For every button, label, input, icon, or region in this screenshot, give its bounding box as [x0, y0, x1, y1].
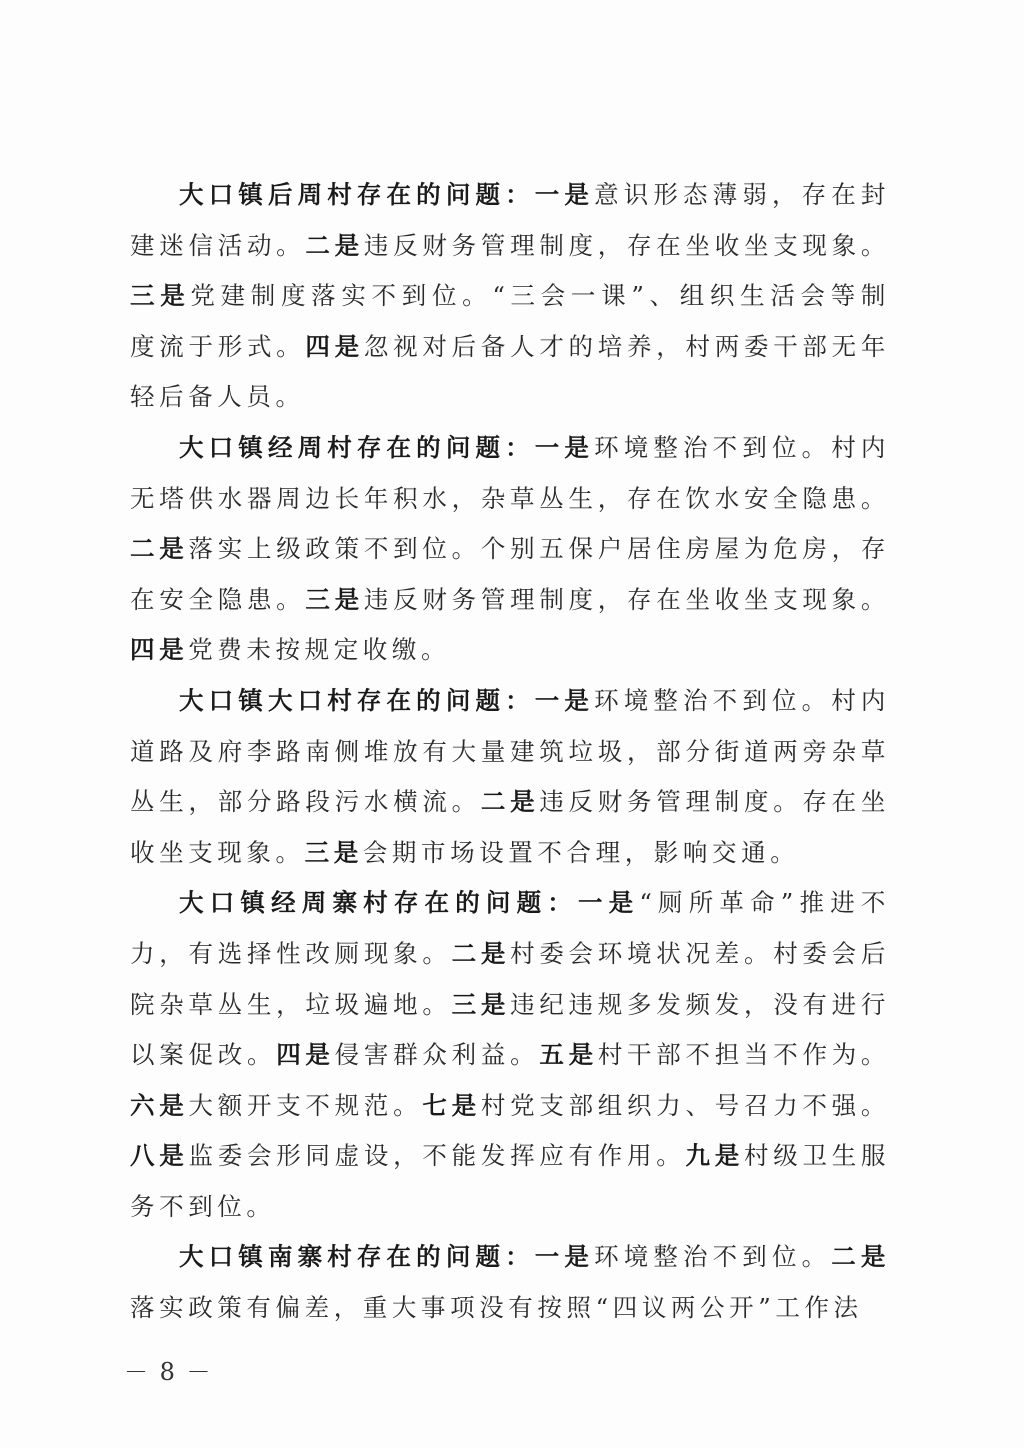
body-text: 环境整治不到位。村内无塔供水器周边长年积水，杂草丛生，存在饮水安全隐患。 — [130, 432, 891, 513]
document-body — [130, 170, 890, 1334]
body-text: 会期市场设置不合理，影响交通。 — [362, 837, 800, 867]
body-text: 违反财务管理制度。存在坐收坐支现象。 — [130, 787, 891, 867]
body-text: 落实政策有偏差，重大事项没有按照“四议两公开”工作法 — [130, 1293, 863, 1323]
body-text: “厕所革命”推进不力，有选择性改厕现象。 — [130, 888, 890, 968]
body-text: 违纪违规多发频发，没有进行以案促改。 — [130, 989, 890, 1070]
bold-text: 大口镇经周寨村存在的问题： — [179, 888, 578, 918]
body-text: 违反财务管理制度，存在坐收坐支现象。 — [363, 584, 890, 614]
body-text: 村级卫生服务不到位。 — [130, 1141, 891, 1221]
body-text: 落实上级政策不到位。个别五保户居住房屋为危房，存在安全隐患。 — [130, 534, 891, 614]
paragraph — [130, 423, 890, 676]
bold-text: 二是 — [130, 534, 189, 564]
bold-text: 三是 — [304, 837, 363, 867]
bold-text: 一是 — [534, 685, 595, 715]
body-text: 村委会环境状况差。村委会后院杂草丛生，垃圾遍地。 — [130, 938, 890, 1019]
body-text: 村党支部组织力、号召力不强。 — [480, 1090, 891, 1120]
paragraph — [130, 1232, 890, 1333]
bold-text: 大口镇南寨村存在的问题： — [179, 1242, 535, 1272]
body-text: 大额开支不规范。 — [188, 1090, 423, 1120]
paragraph — [130, 676, 890, 878]
page-number: － 8 － — [124, 1358, 213, 1386]
bold-text: 二是 — [305, 230, 364, 260]
body-text: 党费未按规定收缴。 — [188, 635, 451, 665]
bold-text: 三是 — [305, 584, 364, 614]
bold-text: 四是 — [276, 1040, 335, 1070]
body-text: 村干部不担当不作为。 — [597, 1040, 891, 1070]
bold-text: 八是 — [130, 1141, 189, 1171]
bold-text: 大口镇经周村存在的问题： — [179, 432, 535, 462]
bold-text: 二是 — [831, 1242, 890, 1272]
bold-text: 四是 — [305, 331, 364, 361]
body-text: 意识形态薄弱，存在封建迷信活动。 — [130, 180, 891, 260]
bold-text: 七是 — [422, 1090, 481, 1120]
bold-text: 一是 — [534, 432, 595, 462]
bold-text: 三是 — [451, 989, 511, 1019]
bold-text: 四是 — [130, 635, 189, 665]
body-text: 侵害群众利益。 — [334, 1040, 540, 1070]
paragraph — [130, 170, 890, 423]
bold-text: 三是 — [130, 281, 191, 311]
body-text: 环境整治不到位。 — [594, 1242, 832, 1272]
body-text: 环境整治不到位。村内道路及府李路南侧堆放有大量建筑垃圾，部分街道两旁杂草丛生，部分路段污水横流。 — [130, 685, 891, 817]
bold-text: 一是 — [577, 888, 640, 918]
bold-text: 九是 — [685, 1141, 744, 1171]
body-text: 党建制度落实不到位。“三会一课”、组织生活会等制度流于形式。 — [130, 281, 890, 361]
bold-text: 一是 — [534, 180, 595, 209]
body-text: 监委会形同虚设，不能发挥应有作用。 — [188, 1141, 686, 1171]
body-text: 违反财务管理制度，存在坐收坐支现象。 — [363, 230, 890, 260]
bold-text: 二是 — [480, 787, 540, 817]
bold-text: 大口镇后周村存在的问题： — [179, 180, 535, 209]
bold-text: 二是 — [451, 938, 511, 968]
bold-text: 大口镇大口村存在的问题： — [179, 685, 535, 715]
paragraph — [130, 878, 890, 1232]
bold-text: 一是 — [534, 1242, 595, 1272]
bold-text: 六是 — [130, 1090, 189, 1120]
body-text: 忽视对后备人才的培养，村两委干部无年轻后备人员。 — [130, 331, 890, 412]
bold-text: 五是 — [539, 1040, 598, 1070]
